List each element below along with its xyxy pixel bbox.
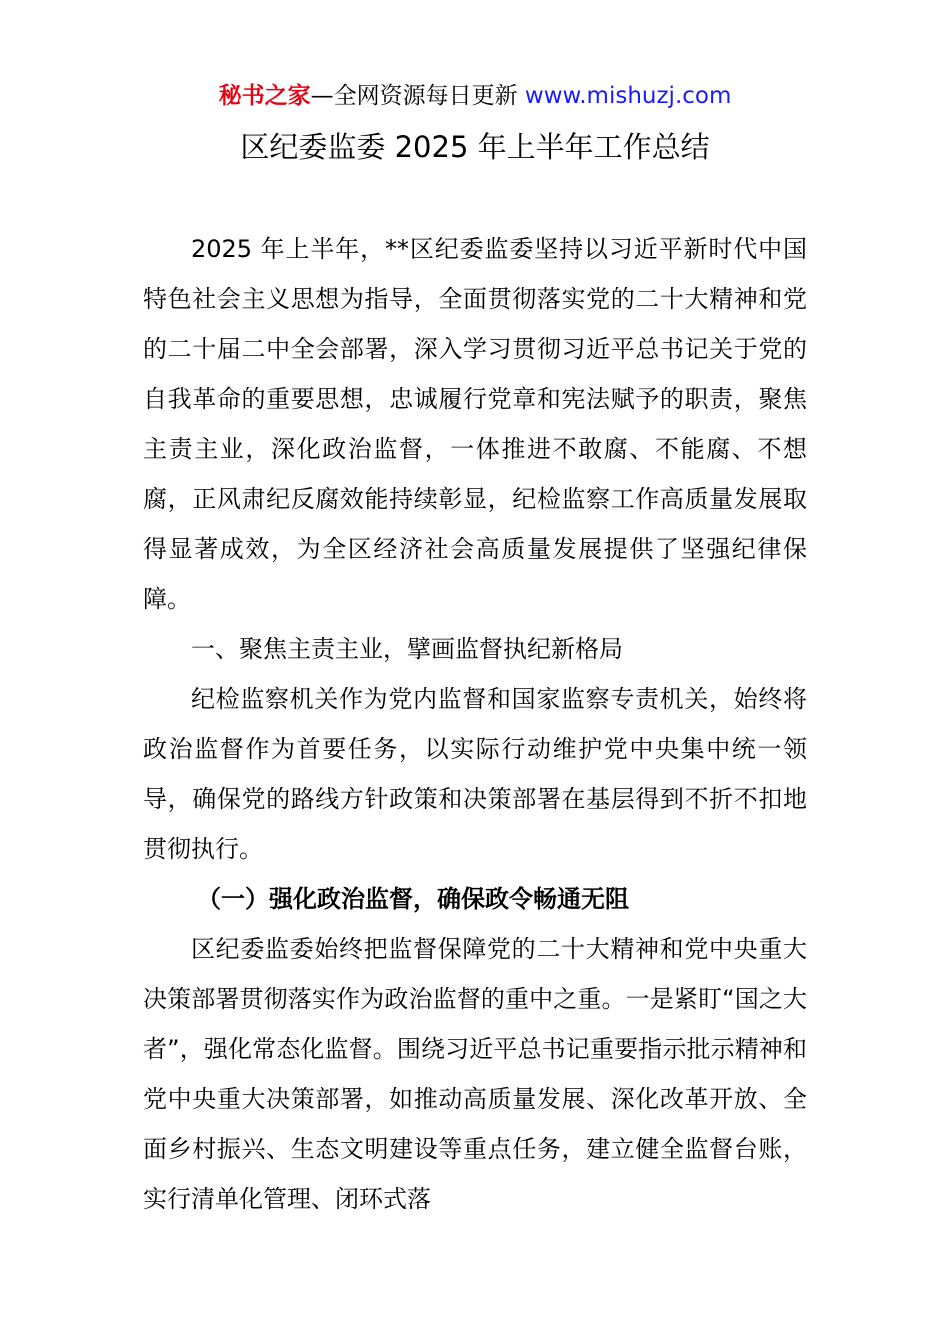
document-body (143, 224, 807, 1224)
section-heading: 一、聚焦主责主业，擘画监督执纪新格局 (191, 635, 623, 663)
header-brand: 秘书之家 (218, 83, 311, 109)
document-title: 区纪委监委 2025 年上半年工作总结 (240, 130, 710, 164)
header-tagline: —全网资源每日更新 (310, 83, 518, 109)
subsection-heading: （一）强化政治监督，确保政令畅通无阻 (197, 885, 629, 913)
section-paragraph: 纪检监察机关作为党内监督和国家监察专责机关，始终将政治监督作为首要任务，以实际行动维护党中央集中统一领导，确保党的路线方针政策和决策部署在基层得到不折不扣地贯彻执行。 (143, 685, 807, 863)
header-url-link[interactable]: www.mishuzj.com (524, 83, 732, 109)
page-header (0, 80, 950, 112)
intro-paragraph: 2025 年上半年，**区纪委监委坚持以习近平新时代中国特色社会主义思想为指导，全面贯彻落实党的二十大精神和党的二十届二中全会部署，深入学习贯彻习近平总书记关于党的自我革命的重要思想，忠诚履行党章和宪法赋予的职责，聚焦主责主业，深化政治监督，一体推进不敢腐、不能腐、不想腐，正风肃纪反腐效能持续彰显，纪检监察工作高质量发展取得显著成效，为全区经济社会高质量发展提供了坚强纪律保障。 (143, 235, 807, 613)
subsection-paragraph: 区纪委监委始终把监督保障党的二十大精神和党中央重大决策部署贯彻落实作为政治监督的重中之重。一是紧盯“国之大者”，强化常态化监督。围绕习近平总书记重要指示批示精神和党中央重大决策部署，如推动高质量发展、深化改革开放、全面乡村振兴、生态文明建设等重点任务，建立健全监督台账，实行清单化管理、闭环式落 (143, 935, 807, 1213)
